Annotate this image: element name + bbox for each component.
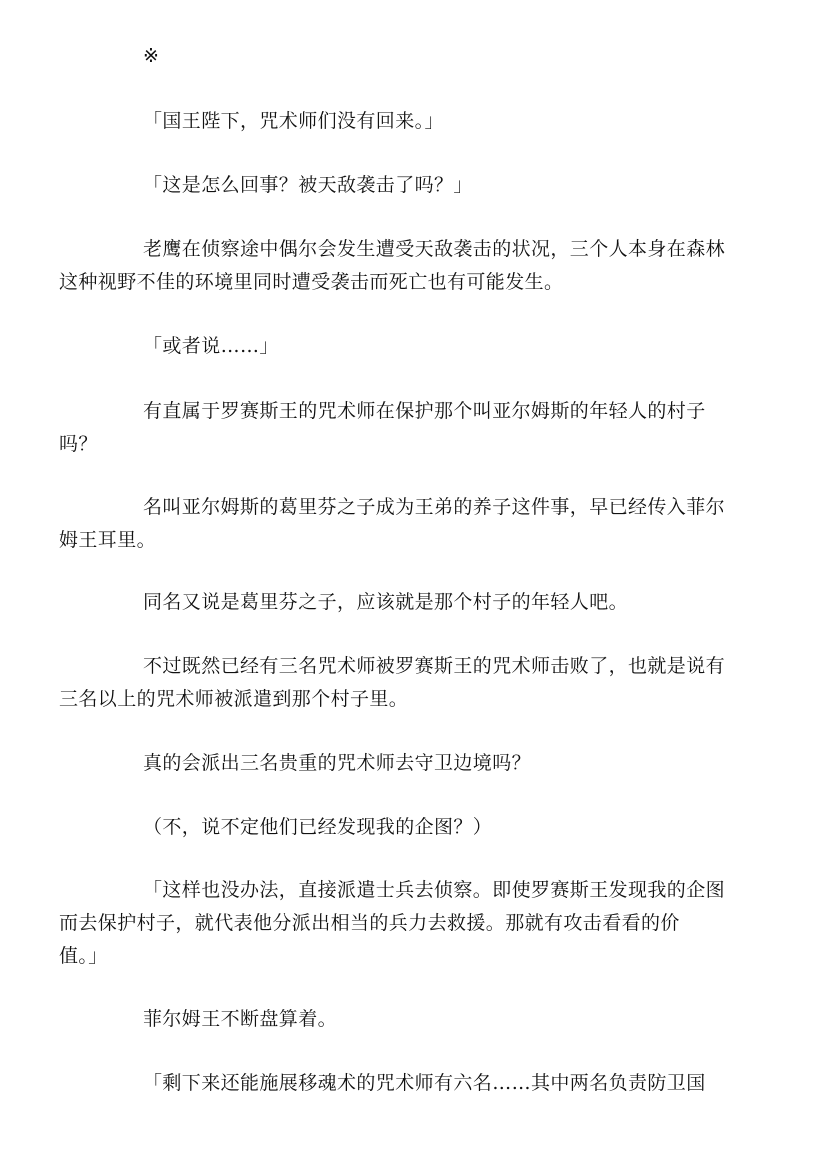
paragraph-line: 不过既然已经有三名咒术师被罗赛斯王的咒术师击败了，也就是说有 — [143, 655, 726, 677]
paragraph-line: 「这是怎么回事？被天敌袭击了吗？」 — [143, 174, 473, 196]
paragraph-line: 三名以上的咒术师被派遣到那个村子里。 — [59, 688, 409, 710]
paragraph-narration — [59, 233, 771, 299]
paragraph-narration — [59, 586, 771, 619]
paragraph-line: 「剩下来还能施展移魂术的咒术师有六名……其中两名负责防卫国 — [143, 1072, 706, 1094]
paragraph-narration — [59, 650, 771, 716]
paragraph-line: ※ — [143, 45, 160, 67]
paragraph-narration — [59, 1003, 771, 1036]
paragraph-dialogue — [59, 1067, 771, 1100]
paragraph-line: 姆王耳里。 — [59, 529, 157, 551]
paragraph-line: 名叫亚尔姆斯的葛里芬之子成为王弟的养子这件事，早已经传入菲尔 — [143, 496, 726, 518]
paragraph-thought — [59, 811, 771, 844]
paragraph-line: （不，说不定他们已经发现我的企图？） — [143, 816, 493, 838]
paragraph-line: 同名又说是葛里芬之子，应该就是那个村子的年轻人吧。 — [143, 591, 629, 613]
paragraph-line: 值。」 — [59, 945, 108, 967]
paragraph-line: 吗？ — [59, 433, 98, 455]
paragraph-line: 而去保护村子，就代表他分派出相当的兵力去救援。那就有攻击看看的价 — [59, 912, 680, 934]
paragraph-line: 「国王陛下，咒术师们没有回来。」 — [143, 110, 444, 132]
paragraph-line: 菲尔姆王不断盘算着。 — [143, 1008, 338, 1030]
paragraph-dialogue — [59, 169, 771, 202]
paragraph-dialogue — [59, 874, 771, 973]
paragraph-line: 有直属于罗赛斯王的咒术师在保护那个叫亚尔姆斯的年轻人的村子 — [143, 400, 706, 422]
paragraph-narration — [59, 491, 771, 557]
section-break-mark — [59, 40, 771, 73]
paragraph-narration — [59, 747, 771, 780]
paragraph-dialogue — [59, 330, 771, 363]
paragraph-line: 真的会派出三名贵重的咒术师去守卫边境吗？ — [143, 752, 532, 774]
paragraph-line: 这种视野不佳的环境里同时遭受袭击而死亡也有可能发生。 — [59, 271, 564, 293]
paragraph-dialogue — [59, 105, 771, 138]
paragraph-line: 「或者说……」 — [143, 335, 279, 357]
paragraph-line: 老鹰在侦察途中偶尔会发生遭受天敌袭击的状况，三个人本身在森林 — [143, 238, 726, 260]
paragraph-narration — [59, 395, 771, 461]
paragraph-line: 「这样也没办法，直接派遣士兵去侦察。即使罗赛斯王发现我的企图 — [143, 879, 726, 901]
